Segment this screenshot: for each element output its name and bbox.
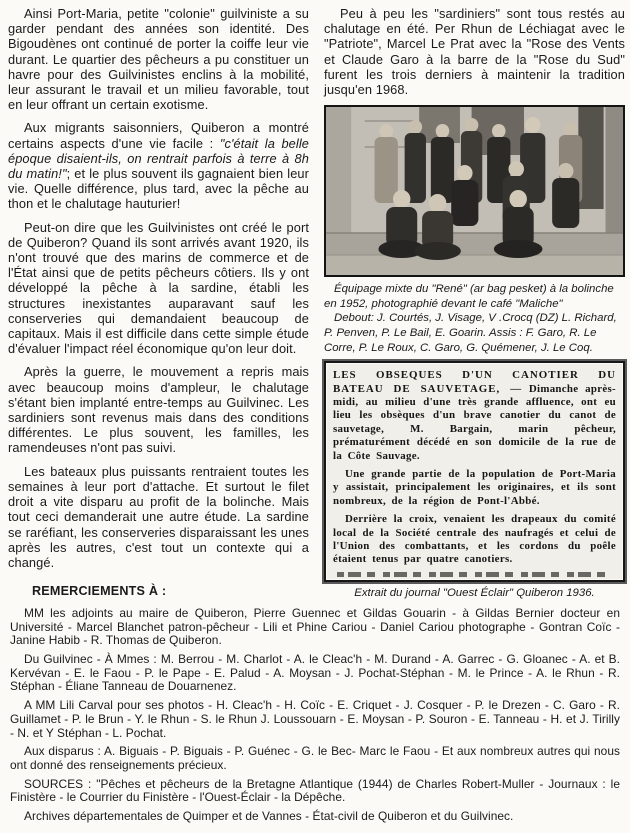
paragraph-text: Aux migrants saisonniers, Quiberon a montré certains aspects d'une vie facile :: [8, 120, 309, 151]
quote-italic: "c'était la belle époque disaient-ils, on rentrait parfois à terre à 8h du matin!": [8, 135, 309, 182]
crew-photo: [324, 105, 625, 277]
right-column: [324, 6, 625, 600]
clipping-paragraph: Derrière la croix, venaient les drapeaux du comité local de la Société centrale des naufragés et celui de l'Union des combattants, et les cordons du poêle étaient tenus par quatre canotiers.: [333, 513, 616, 566]
cropped-text-artifact: [337, 572, 612, 577]
paragraph-sardiniers: Peu à peu les "sardiniers" sont tous restés au chalutage en été. Per Rhun de Léchiagat avec le "Patriote", Marcel Le Prat avec la "Rose des Vents et Claude Garo à la barre de la "Rose du Sud" furent les trois derniers à maintenir la tradition jusqu'en 1968.: [324, 6, 625, 98]
acknowledgement-paragraph: A MM Lili Carval pour ses photos - H. Cleac'h - H. Coïc - E. Criquet - J. Cosquer - P. le Drezen - C. Garo - R. Guillamet - P. le Brun - Y. le Rhun - S. le Rhun J. Loussouarn - E. Moysan - P. Souron - E. Tanneau - H. et J. Tirilly - N. et Y Stéphan - L. Pochat.: [10, 698, 620, 740]
paragraph-migrants: [8, 120, 309, 211]
crew-photo-illustration: [326, 107, 623, 275]
acknowledgement-paragraph: Aux disparus : A. Biguais - P. Biguais - P. Guénec - G. le Bec- Marc le Faou - Et aux nombreux autres qui nous ont donné des renseignements précieux.: [10, 744, 620, 772]
clipping-credit: Extrait du journal "Ouest Éclair" Quiberon 1936.: [354, 586, 595, 599]
acknowledgements-section: [8, 607, 622, 824]
two-column-layout: [8, 6, 625, 600]
photo-caption-line2: Debout: J. Courtés, J. Visage, V .Crocq (DZ) L. Richard, P. Penven, P. Le Bail, E. Goarin. Assis : F. Garo, R. Le Corre, P. Le Roux, C. Garo, G. Quémener, J. Le Coq.: [324, 312, 617, 354]
clipping-lead-paragraph: [333, 369, 616, 463]
paragraph-port-creation: Peut-on dire que les Guilvinistes ont créé le port de Quiberon? Quand ils sont arrivés avant 1920, ils n'ont trouvé que des marins de commerce et de l'État ainsi que de petits pêcheurs côtiers. Ils y ont développé la pêche à la sardine, établi les structures inexistantes auparavant sauf les conserveries qui demandaient beaucoup de capitaux. Mais il est difficile dans cette simple étude d'évaluer l'impact réel économique qu'on leur doit.: [8, 219, 309, 357]
acknowledgement-paragraph: Du Guilvinec - À Mmes : M. Berrou - M. Charlot - A. le Cleac'h - M. Durand - A. Garrec - G. Gloanec - A. et B. Kervévan - E. le Faou - P. le Pape - E. Palud - A. Moysan - J. Pochat-Stéphan - M. le Prince - A. le Rhun - R. Stéphan - Éliane Tanneau de Douarnenez.: [10, 651, 620, 694]
photo-caption-line1: Équipage mixte du "René" (ar bag pesket) à la bolinche en 1952, photographié devant le café "Maliche": [324, 283, 614, 310]
archives-paragraph: Archives départementales de Quimper et de Vannes - État-civil de Quiberon et du Guilvinec.: [24, 809, 514, 824]
newspaper-clipping: [324, 361, 625, 582]
paragraph-port-maria: Ainsi Port-Maria, petite "colonie" guilviniste a su garder pendant des années son identité. Des Bigoudènes ont continué de porter la coiffe leur vie durant. Le quartier des pêcheurs a pu constituer un havre pour des Guilvinistes enclins à la mobilité, leur assurant le travail et un milieu favorable, tout en leur offrant un certain exotisme.: [8, 6, 309, 113]
paragraph-apres-guerre: Après la guerre, le mouvement a repris mais avec beaucoup moins d'ampleur, le chalutage s'étant bien implanté entre-temps au Guilvinec. Les sardiniers sont revenus mais dans des conditions différentes. Le plus souvent, les familles, les ramendeuses n'ont pas suivi.: [8, 364, 309, 456]
clipping-text: Dimanche après-midi, au milieu d'une très grande affluence, ont eu lieu les obsèques d'un brave canotier du canot de sauvetage, M. Bargain, marin pêcheur, prématurément décédé en son domicile de la rue de la Côte Sauvage.: [333, 382, 616, 462]
paragraph-text: ; et le plus souvent ils gagnaient bien leur vie. Quelle différence, plus tard, avec la pêche au thon et le chalutage hauturier!: [8, 166, 309, 212]
left-column: [8, 6, 309, 600]
clipping-paragraph: Une grande partie de la population de Port-Maria y assistait, principalement les originaires, et ils sont nombreux, de la région de Pont-l'Abbé.: [333, 468, 616, 507]
clipping-headline: LES OBSEQUES D'UN CANOTIER DU BATEAU DE SAUVETAGE, —: [333, 369, 616, 395]
paragraph-bateaux: Les bateaux plus puissants rentraient toutes les semaines à leur port d'attache. Et surtout le filet droit a vite disparu au profit de la bolinche. Mais tout ceci demanderait une autre étude. La sardine se raréfiant, les conserveries disparaissant les unes après les autres, c'est tout un contexte qui a changé.: [8, 463, 309, 570]
sources-paragraph: SOURCES : "Pêches et pêcheurs de la Bretagne Atlantique (1944) de Charles Robert-Muller - Journaux : le Finistère - le Courrier du Finistère - l'Ouest-Éclair - la Dépêche.: [10, 776, 620, 805]
acknowledgement-paragraph: MM les adjoints au maire de Quiberon, Pierre Guennec et Gildas Gouarin - à Gildas Bernier docteur en Université - Marcel Blanchet patron-pêcheur - Lili et Phine Cariou - Daniel Cariou photographe - Gontran Coïc - Janine Habib - R. Thomas de Quiberon.: [10, 605, 620, 648]
acknowledgements-heading: REMERCIEMENTS À :: [32, 584, 167, 599]
